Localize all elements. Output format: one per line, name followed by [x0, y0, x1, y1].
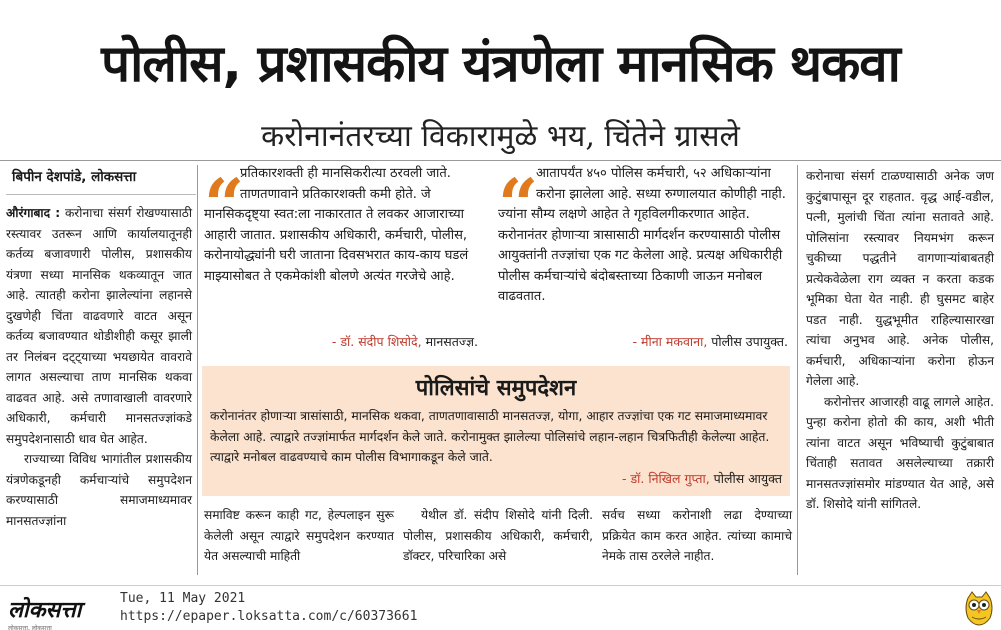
quote-2-attribution: [498, 333, 788, 350]
quote-mark-icon: “: [498, 163, 539, 246]
column-2: [204, 505, 394, 567]
column-1: [6, 203, 192, 531]
box-title: पोलिसांचे समुपदेशन: [415, 376, 577, 401]
quote-1-name: - डॉ. संदीप शिसोदे,: [331, 334, 422, 349]
counselling-box: [202, 366, 790, 496]
box-name: - डॉ. निखिल गुप्ता,: [622, 470, 710, 486]
headline: पोलीस, प्रशासकीय यंत्रणेला मानसिक थकवा: [101, 35, 900, 94]
quote-1-role: मानसतज्ज्ञ.: [421, 334, 478, 349]
loksatta-logo: [8, 594, 114, 630]
footer-rule: [0, 585, 1001, 586]
quote-2-name: - मीना मकवाना,: [632, 334, 708, 349]
owl-icon: [963, 590, 995, 626]
byline: बिपीन देशपांडे, लोकसत्ता: [12, 169, 137, 185]
quote-1-text: प्रतिकारशक्ती ही मानसिकरीत्या ठरवली जाते. ताणतणावाने प्रतिकारशक्ती कमी होते. जे मानसिकदृष्ट्या स्वत:ला नाकारतात ते लवकर आजाराच्या आहारी जातात. प्रशासकीय अधिकारी, कर्मचारी, पोलीस, करोनायोद्ध्यांनी घरी जाताना दिवसभरात काय-काय घडलं माझ्यासोबत ते एकमेकांशी बोलणे अत्यंत गरजेचे आहे.: [204, 166, 469, 284]
col5-para-2: करोनोत्तर आजारही वाढू लागले आहेत. पुन्हा करोना होतो की काय, अशी भीती त्यांना वाटत असून भविष्याची कुटुंबाबात चिंताही सतावत असलेल्याच्या तक्रारी मानसतज्ज्ञांसमोर मांडण्यात येत आहे, असे डॉ. शिसोदे यांनी सांगितले.: [806, 394, 994, 511]
subheadline: करोनानंतरच्या विकारामुळे भय, चिंतेने ग्रासले: [261, 119, 740, 154]
logo-text: लोकसत्ता: [8, 598, 82, 623]
divider: [0, 160, 1001, 161]
logo-tagline: लोकसत्ता, लोकसत्ता: [8, 625, 52, 630]
column-divider: [197, 165, 198, 575]
col3-text: येथील डॉ. संदीप शिसोदे यांनी दिली. पोलीस, प्रशासकीय अधिकारी, कर्मचारी, डॉक्टर, परिचारिका असे: [403, 508, 593, 563]
quote-2: [498, 164, 788, 308]
byline-rule: [6, 194, 196, 195]
box-attribution: [202, 468, 790, 487]
box-text: करोनानंतर होणाऱ्या त्रासांसाठी, मानसिक थकवा, ताणतणावासाठी मानसतज्ज्ञ, योगा, आहार तज्ज्ञांचा एक गट समाजमाध्यमावर केलेला आहे. त्याद्वारे तज्ज्ञांमार्फत मार्गदर्शन केले जाते. करोनामुक्त झालेल्या पोलिसांचे लहान-लहान चित्रफितीही केलेल्या आहेत. त्याद्वारे मनोबल वाढवण्याचे काम पोलीस विभागाकडून केले जाते.: [210, 409, 770, 464]
box-role: पोलीस आयुक्त: [709, 470, 782, 486]
quote-1: [204, 164, 478, 287]
footer-url[interactable]: https://epaper.loksatta.com/c/60373661: [120, 609, 418, 624]
quote-2-role: पोलीस उपायुक्त.: [707, 334, 788, 349]
col2-text: समाविष्ट करून काही गट, हेल्पलाइन सुरू केलेली असून त्याद्वारे समुपदेशन करण्यात येत असल्याची माहिती: [204, 508, 394, 563]
col4-text: सर्वच सध्या करोनाशी लढा देण्याच्या प्रक्रियेत काम करत आहेत. त्यांच्या कामाचे नेमके तास ठरलेले नाहीत.: [602, 508, 792, 563]
dateline: औरंगाबाद :: [6, 206, 61, 220]
footer-date: Tue, 11 May 2021: [120, 591, 246, 606]
quote-mark-icon: “: [204, 163, 245, 246]
col1-para-2: राज्याच्या विविध भागांतील प्रशासकीय यंत्रणेकडूनही कर्मचाऱ्यांचे समुपदेशन करण्यासाठी समाजमाध्यमावर मानसतज्ज्ञांना: [6, 452, 192, 528]
col1-para-1: करोनाचा संसर्ग रोखण्यासाठी रस्त्यावर उतरून आणि कार्यालयातूनही कर्तव्य बजावणारी पोलीस, प्रशासकीय यंत्रणा सध्या मानसिक थकव्यातून जात आहे. त्यातही करोना झालेल्यांना लहानसे दुखणेही चिंता वाढवणारे वाटत असून कर्तव्य बजावण्यात थोडीशीही कसूर झाली तर निलंबन दट्ट्याच्या भयछायेत वावरावे लागत असल्याचा ताण मानसिक थकवा वाढवत आहे. असे तणावाखाली वावरणारे अधिकारी, कर्मचारी मानसतज्ज्ञांकडे समुपदेशनासाठी धाव घेत आहेत.: [6, 206, 192, 446]
col5-para-1: करोनाचा संसर्ग टाळण्यासाठी अनेक जण कुटुंबापासून दूर राहतात. वृद्ध आई-वडील, पत्नी, मुलांची चिंता त्यांना सतावते आहे. पोलिसांना रस्त्यावर नियमभंग करून चुकीच्या पद्धतीने वागणाऱ्यांबाबतही प्रत्येकवेळेला राग व्यक्त न करता कडक भूमिका घेता येत नाही. ही घुसमट बाहेर पडत नाही. युद्धभूमीत राहिल्यासारखा त्यांचा अनुभव आहे. अनेक पोलीस, कर्मचारी, अधिकाऱ्यांना करोना होऊन गेलेला आहे.: [806, 169, 994, 388]
column-3: [403, 505, 593, 567]
quote-2-text: आतापर्यंत ४५० पोलिस कर्मचारी, ५२ अधिकाऱ्यांना करोना झालेला आहे. सध्या रुग्णालयात कोणीही नाही. ज्यांना सौम्य लक्षणे आहेत ते गृहविलगीकरणात आहेत. करोनानंतर होणाऱ्या त्रासासाठी मार्गदर्शन करण्यासाठी पोलीस आयुक्तांनी तज्ज्ञांचा एक गट केलेला आहे. प्रत्यक्ष अधिकारीही पोलीस कर्मचाऱ्यांचे बंदोबस्ताच्या ठिकाणी जाऊन मनोबल वाढवतात.: [498, 166, 786, 304]
quote-1-attribution: [204, 333, 478, 350]
column-divider: [797, 165, 798, 575]
column-4: [602, 505, 792, 567]
column-5: [806, 166, 994, 515]
